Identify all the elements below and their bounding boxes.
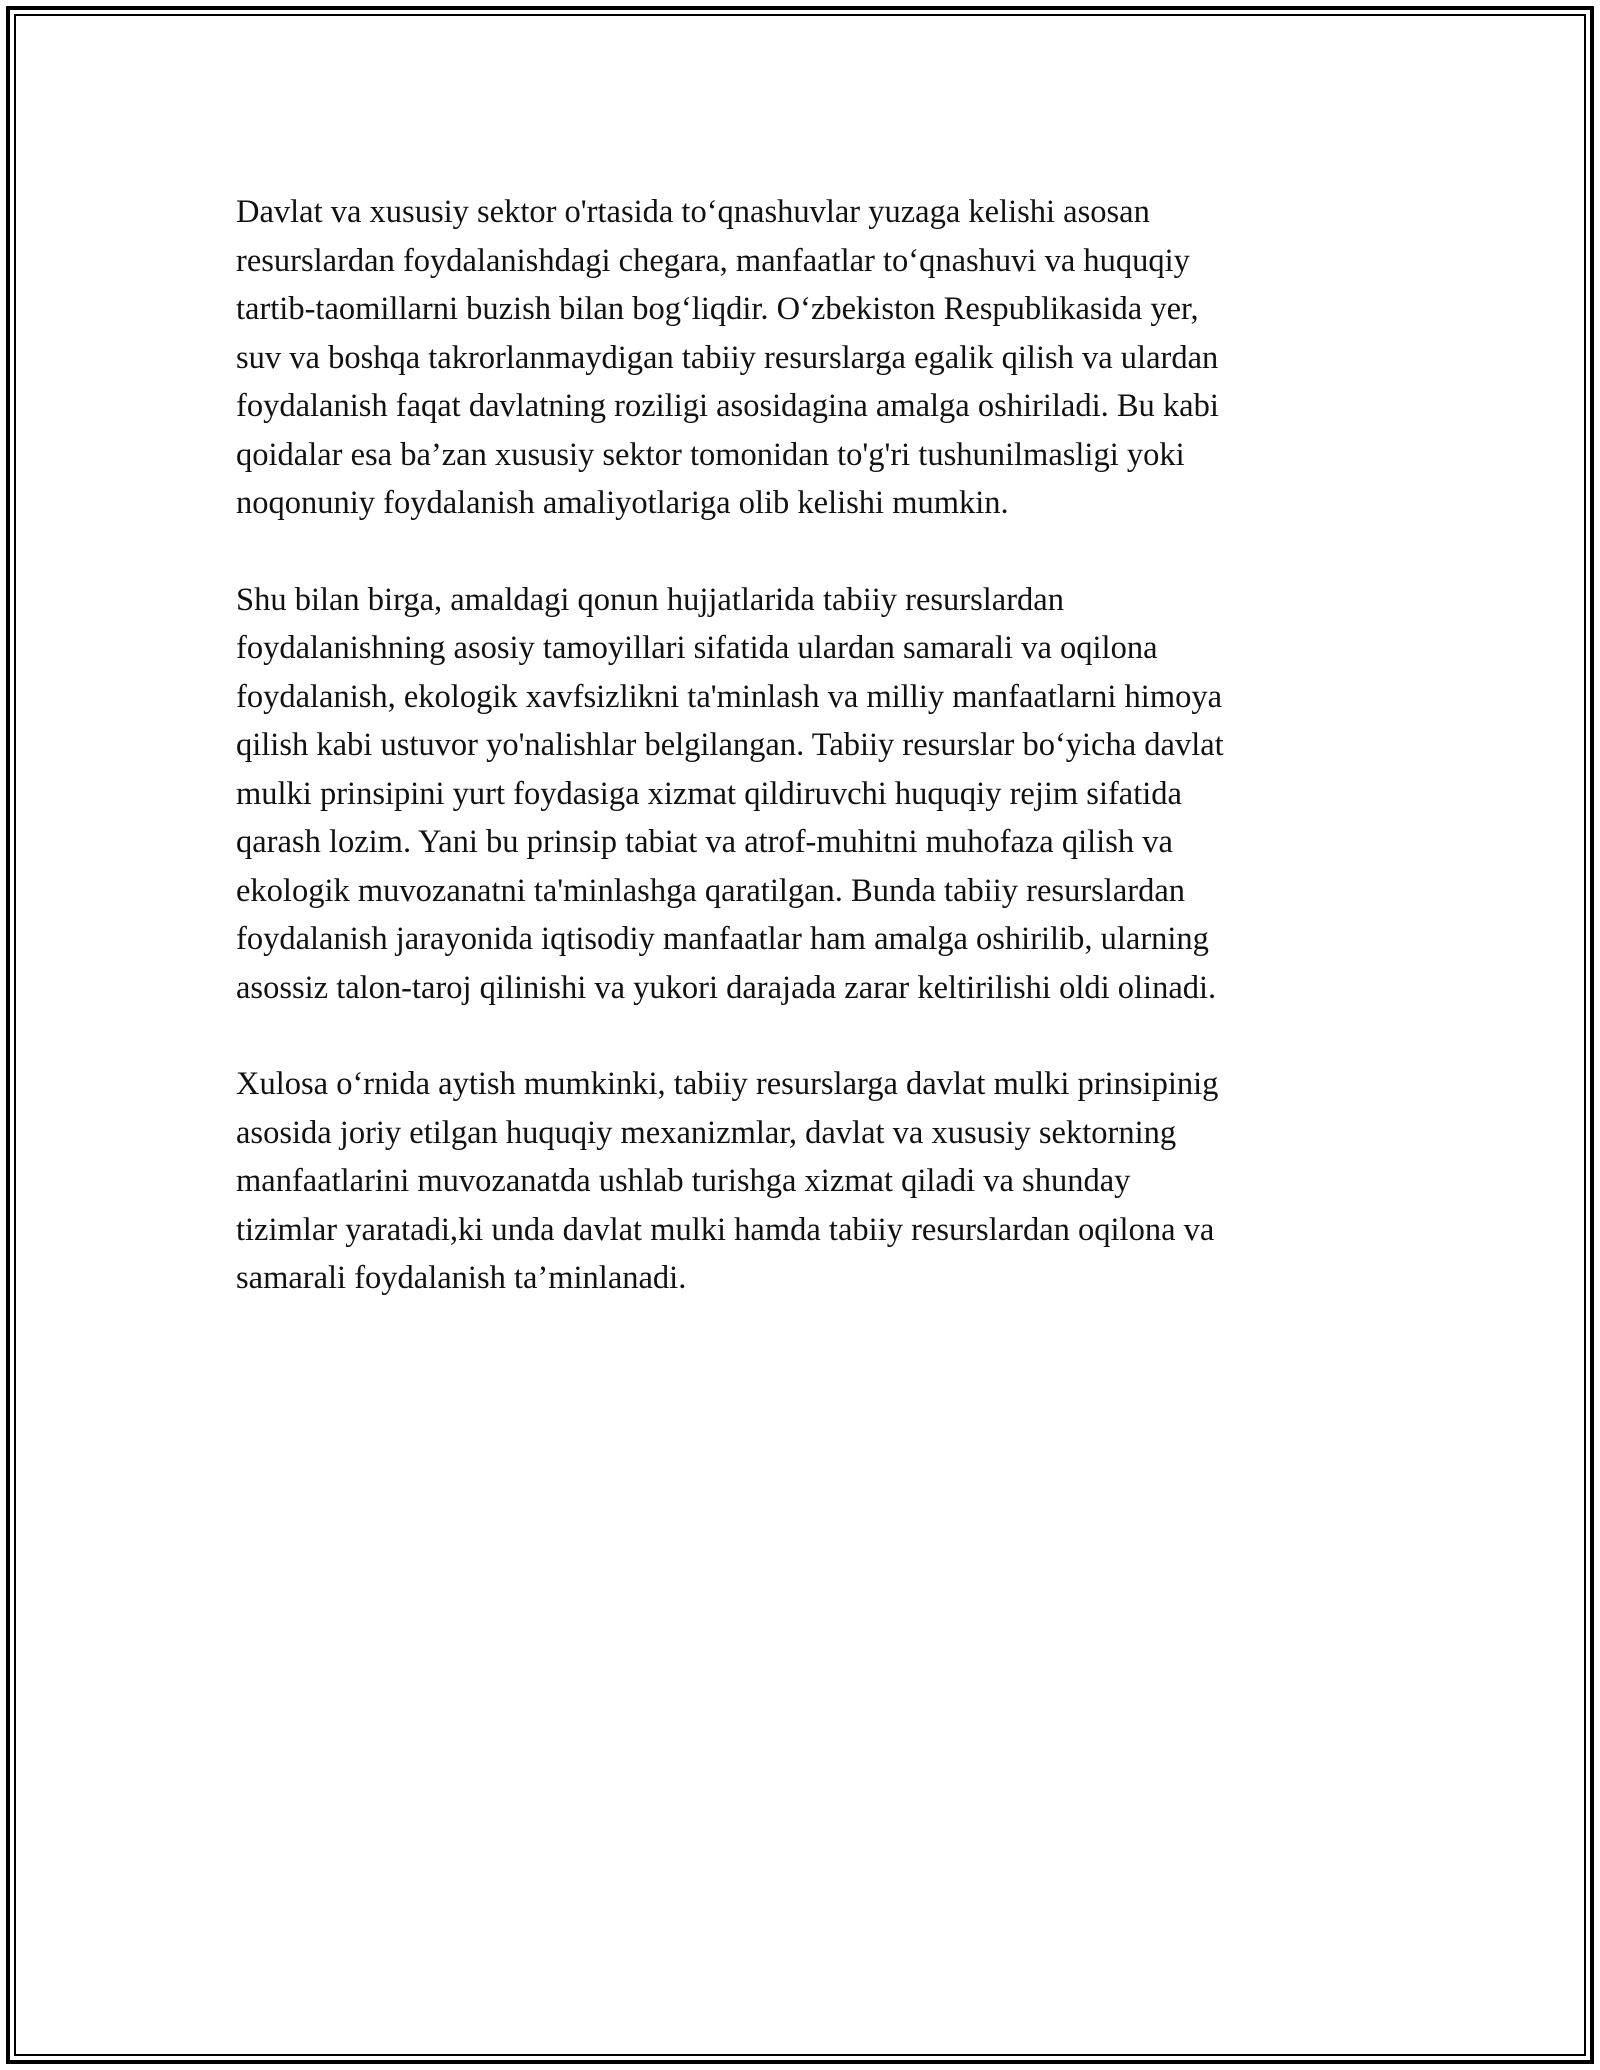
- paragraph-2: Shu bilan birga, amaldagi qonun hujjatlarida tabiiy resurslardan foydalanishning asosiy tamoyillari sifatida ulardan samarali va oqilona foydalanish, ekologik xavfsizlikni ta'minlash va milliy manfaatlarni himoya qilish kabi ustuvor yo'nalishlar belgilangan. Tabiiy resurslar bo‘yicha davlat mulki prinsipini yurt foydasiga xizmat qildiruvchi huquqiy rejim sifatida qarash lozim. Yani bu prinsip tabiat va atrof-muhitni muhofaza qilish va ekologik muvozanatni ta'minlashga qaratilgan. Bunda tabiiy resurslardan foydalanish jarayonida iqtisodiy manfaatlar ham amalga oshirilib, ularning asossiz talon-taroj qilinishi va yukori darajada zarar keltirilishi oldi olinadi.: [236, 581, 1224, 1006]
- paragraph-3: Xulosa o‘rnida aytish mumkinki, tabiiy resurslarga davlat mulki prinsipinig asosida joriy etilgan huquqiy mexanizmlar, davlat va xususiy sektorning manfaatlarini muvozanatda ushlab turishga xizmat qiladi va shunday tizimlar yaratadi,ki unda davlat mulki hamda tabiiy resurslardan oqilona va samarali foydalanish ta’minlanadi.: [236, 1066, 1219, 1296]
- document-body: [236, 188, 1366, 1351]
- paragraph-1: Davlat va xususiy sektor o'rtasida to‘qnashuvlar yuzaga kelishi asosan resurslardan foydalanishdagi chegara, manfaatlar to‘qnashuvi va huquqiy tartib-taomillarni buzish bilan bog‘liqdir. O‘zbekiston Respublikasida yer, suv va boshqa takrorlanmaydigan tabiiy resurslarga egalik qilish va ulardan foydalanish faqat davlatning roziligi asosidagina amalga oshiriladi. Bu kabi qoidalar esa ba’zan xususiy sektor tomonidan to'g'ri tushunilmasligi yoki noqonuniy foydalanish amaliyotlariga olib kelishi mumkin.: [236, 194, 1219, 521]
